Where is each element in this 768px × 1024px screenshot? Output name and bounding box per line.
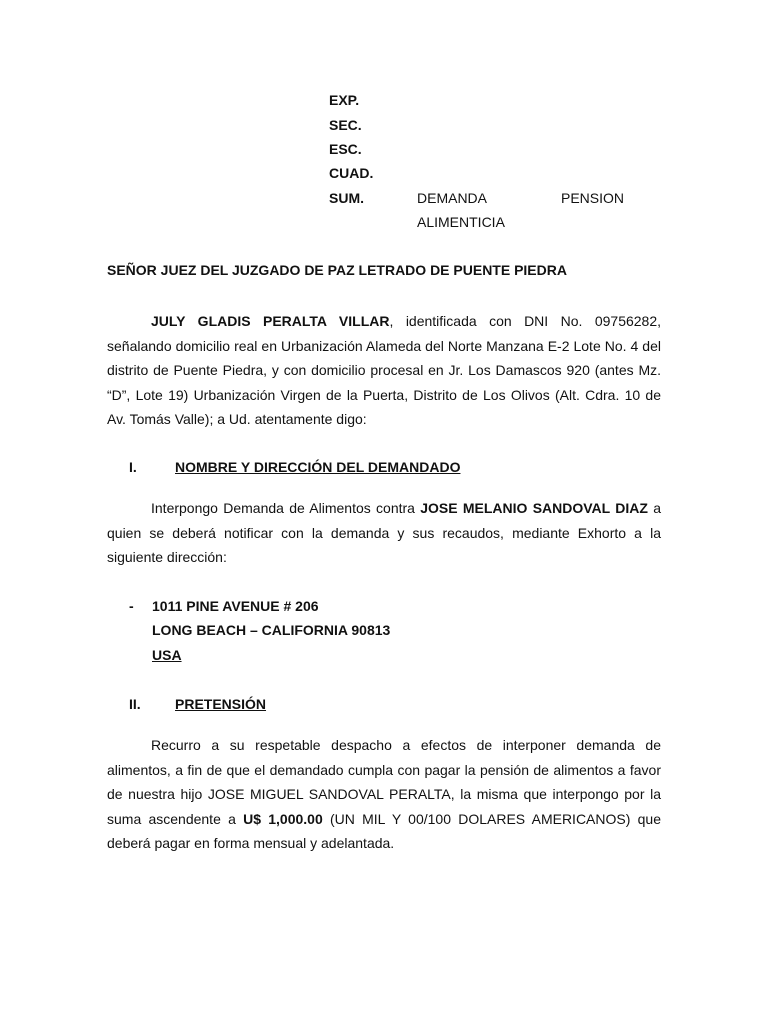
sec-label: SEC. xyxy=(329,117,362,133)
intro-text: , identificada con DNI No. 09756282, señalando domicilio real en Urbanización Alameda del Norte Manzana E-2 Lote No. 4 del distrito de Puente Piedra, y con domicilio procesal en Jr. Los Damascos 920 (antes Mz. “D”, Lote 19) Urbanización Virgen de la Puerta, Distrito de Los Olivos (Alt. Cdra. 10 de Av. Tomás Valle); a Ud. atentamente digo: xyxy=(107,313,662,427)
defendant-name: JOSE MELANIO SANDOVAL DIAZ xyxy=(420,500,648,516)
plaintiff-name: JULY GLADIS PERALTA VILLAR xyxy=(151,313,390,329)
section-2-text-before: Recurro a su respetable despacho a efectos de interponer demanda de alimentos, a fin de que el demandado cumpla con pagar la pensión de alimentos a favor de nuestra hijo JOSE MIGUEL SANDOVAL PERALTA, la misma que interpongo por la suma ascendente a xyxy=(107,737,661,827)
claim-amount: U$ 1,000.00 xyxy=(243,810,323,827)
address-line-1: 1011 PINE AVENUE # 206 xyxy=(152,598,319,614)
address-dash: - xyxy=(129,598,134,614)
section-2-number: II. xyxy=(129,696,141,712)
section-2-text-after: (UN MIL Y 00/100 DOLARES AMERICANOS) que deberá pagar en forma mensual y adelantada. xyxy=(107,810,661,851)
section-1-text-after: a quien se deberá notificar con la demanda y sus recaudos, mediante Exhorto a la siguiente dirección: xyxy=(107,500,661,565)
section-1-number: I. xyxy=(129,459,137,475)
cuad-label: CUAD. xyxy=(329,165,374,181)
esc-label: ESC. xyxy=(329,141,362,157)
address-line-3: USA xyxy=(152,647,182,663)
exp-label: EXP. xyxy=(329,92,360,108)
section-1-text-before: Interpongo Demanda de Alimentos contra xyxy=(151,500,421,516)
address-line-2: LONG BEACH – CALIFORNIA 90813 xyxy=(152,622,391,638)
section-2-paragraph xyxy=(107,733,661,856)
section-1-title: NOMBRE Y DIRECCIÓN DEL DEMANDADO xyxy=(175,459,461,475)
sum-value-pension: PENSION xyxy=(561,190,625,206)
section-2-title: PRETENSIÓN xyxy=(175,696,267,712)
document-title: SEÑOR JUEZ DEL JUZGADO DE PAZ LETRADO DE PUENTE PIEDRA xyxy=(107,262,567,278)
sum-label: SUM. xyxy=(329,190,364,206)
intro-paragraph xyxy=(107,309,661,432)
section-1-paragraph xyxy=(107,496,661,570)
sum-value-demanda: DEMANDA xyxy=(417,190,488,206)
sum-value-alimenticia: ALIMENTICIA xyxy=(417,214,505,230)
